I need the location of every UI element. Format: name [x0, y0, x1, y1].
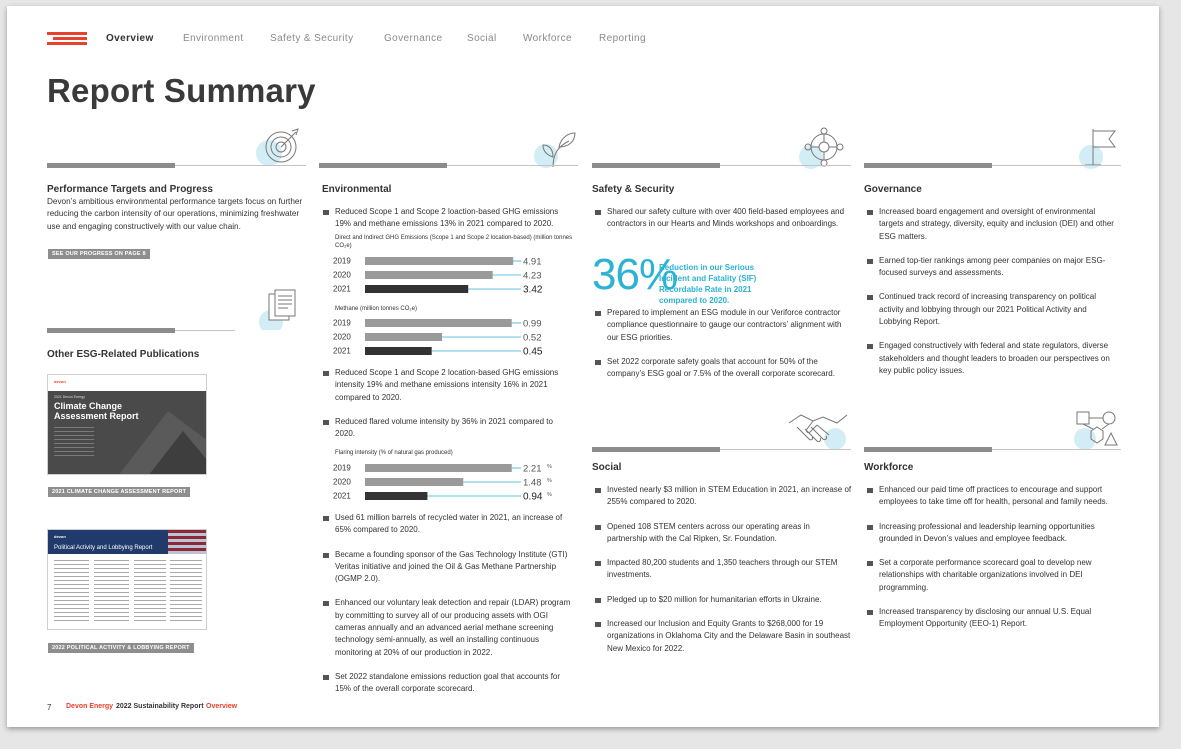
bar-category-label: 2020	[333, 270, 351, 280]
bar-category-label: 2020	[333, 477, 351, 487]
nav-overview[interactable]: Overview	[106, 33, 154, 44]
bar-value-label: 2.21	[523, 463, 542, 475]
env-bullet: Enhanced our voluntary leak detection and repair (LDAR) program by committing to survey all of our producing assets with OGI cameras annually and an advanced aerial methane screening technology semi-annually, as well an installing continuous monitoring at 20% of our production in 2022.	[322, 597, 577, 658]
section-rule	[592, 449, 851, 450]
env-bullet: Reduced Scope 1 and Scope 2 location-based GHG emissions intensity 19% and methane emissions intensity 16% in 2021 compared to 2020.	[322, 367, 572, 404]
bar	[365, 271, 493, 279]
bar-unit-label: %	[547, 492, 552, 498]
thumb-toc	[54, 427, 94, 457]
footer-report: 2022 Sustainability Report	[116, 703, 204, 710]
social-bullet: Increased our Inclusion and Equity Grants to $268,000 for 19 organizations in Oklahoma City and the Delaware Basin in southeast New Mexico for 2022.	[594, 618, 852, 655]
bar-category-label: 2019	[333, 318, 351, 328]
flaring-intensity-chart	[333, 461, 573, 507]
env-bullet: Reduced flared volume intensity by 36% in 2021 compared to 2020.	[322, 416, 572, 441]
safety-bullet: Set 2022 corporate safety goals that account for 50% of the company’s ESG goal or 7.5% of the overall corporate scorecard.	[594, 356, 852, 381]
bar-value-label: 0.52	[523, 332, 542, 344]
env-bullet: Set 2022 standalone emissions reduction goal that accounts for 15% of the overall corporate scorecard.	[322, 671, 577, 696]
workforce-bullet: Increasing professional and leadership learning opportunities grounded in Devon’s values and employee feedback.	[866, 521, 1121, 546]
social-bullet: Pledged up to $20 million for humanitarian efforts in Ukraine.	[594, 594, 852, 606]
handshake-icon	[787, 409, 849, 449]
workforce-bullet: Enhanced our paid time off practices to encourage and support employees to take time off for health, personal and family needs.	[866, 484, 1121, 509]
documents-icon	[255, 288, 303, 330]
footer-section[interactable]: Overview	[206, 703, 238, 710]
thumb-text	[54, 560, 89, 624]
see-progress-button[interactable]: SEE OUR PROGRESS ON PAGE 8	[48, 249, 150, 259]
thumb-text	[134, 560, 166, 624]
bar-category-label: 2021	[333, 284, 351, 294]
nav-governance[interactable]: Governance	[384, 33, 443, 44]
section-rule	[47, 165, 306, 166]
bar-value-label: 0.99	[523, 318, 542, 330]
flag-icon	[1075, 125, 1119, 169]
workforce-shapes-icon	[1069, 409, 1121, 449]
methane-chart	[333, 316, 573, 362]
chart-1-title: Direct and Indirect GHG Emissions (Scope 1 and Scope 2 location-based) (million tonnes CO₂e)	[335, 235, 573, 249]
nav-environment[interactable]: Environment	[183, 33, 244, 44]
bar-value-label: 1.48	[523, 477, 542, 489]
bar	[365, 464, 512, 472]
section-rule	[864, 165, 1121, 166]
bar-value-label: 4.91	[523, 256, 542, 268]
bar-value-label: 0.94	[523, 491, 543, 503]
safety-list-2	[594, 307, 852, 380]
perf-heading: Performance Targets and Progress	[47, 184, 213, 195]
gov-bullet: Increased board engagement and oversight of environmental targets and strategy, diversity, equity and inclusion (DEI) and other ESG matters.	[866, 206, 1121, 243]
gov-bullet: Earned top-tier rankings among peer companies on major ESG-focused surveys and assessments.	[866, 255, 1121, 280]
bar	[365, 285, 468, 293]
footer-brand: Devon Energy	[66, 703, 114, 710]
page-number: 7	[47, 703, 52, 712]
nav-safety-security[interactable]: Safety & Security	[270, 33, 354, 44]
workforce-bullet: Set a corporate performance scorecard goal to develop new relationships with charitable organizations involved in DEI programming.	[866, 557, 1121, 594]
social-bullet: Impacted 80,200 students and 1,350 teachers through our STEM investments.	[594, 557, 852, 582]
bar-unit-label: %	[547, 478, 552, 484]
env-heading: Environmental	[322, 184, 392, 195]
bar	[365, 492, 427, 500]
thumb-kicker: 2021 Devon Energy	[54, 395, 85, 399]
publications-heading: Other ESG-Related Publications	[47, 349, 200, 360]
page-title: Report Summary	[47, 72, 316, 109]
plant-icon	[529, 129, 577, 169]
gov-bullet: Continued track record of increasing transparency on political activity and lobbying through our 2021 Political Activity and Lobbying Report.	[866, 291, 1121, 328]
workforce-bullet: Increased transparency by disclosing our annual U.S. Equal Employment Opportunity (EEO-1) Report.	[866, 606, 1121, 631]
env-bullet: Used 61 million barrels of recycled water in 2021, an increase of 65% compared to 2020.	[322, 512, 577, 537]
gov-heading: Governance	[864, 184, 922, 195]
social-bullet: Opened 108 STEM centers across our operating areas in partnership with the Cal Ripken, Sr. Foundation.	[594, 521, 852, 546]
thumb-title: Climate Change Assessment Report	[54, 401, 139, 421]
safety-list-1	[594, 206, 852, 231]
ghg-emissions-chart	[333, 254, 573, 300]
social-heading: Social	[592, 462, 622, 473]
chart-3-title: Flaring intensity (% of natural gas produced)	[335, 450, 453, 456]
section-rule	[47, 330, 235, 331]
workforce-list	[866, 484, 1121, 631]
thumb-text	[170, 560, 202, 624]
safety-heading: Safety & Security	[592, 184, 675, 195]
chart-2-title: Methane (million tonnes CO₂e)	[335, 306, 418, 312]
bar-category-label: 2019	[333, 256, 351, 266]
bar-value-label: 3.42	[523, 284, 543, 296]
social-bullet: Invested nearly $3 million in STEM Education in 2021, an increase of 255% compared to 2020.	[594, 484, 852, 509]
sif-stat-text: Reduction in our Serious Incident and Fatality (SIF) Recordable Rate in 2021 compared to 2020.	[659, 263, 757, 305]
bar	[365, 319, 512, 327]
env-list-3	[322, 512, 577, 696]
bar	[365, 257, 513, 265]
thumb-brand: devon	[54, 534, 66, 539]
env-bullet: Reduced Scope 1 and Scope 2 loaction-based GHG emissions 19% and methane emissions 13% in 2021 compared to 2020.	[322, 206, 572, 231]
section-rule	[319, 165, 578, 166]
bar	[365, 478, 463, 486]
thumb-text	[94, 560, 129, 624]
safety-bullet: Prepared to implement an ESG module in our Veriforce contractor compliance questionnaire to gauge our contractors’ alignment with our ESG priorities.	[594, 307, 852, 344]
bar-category-label: 2021	[333, 346, 351, 356]
env-bullet: Became a founding sponsor of the Gas Technology Institute (GTI) Veritas initiative and joined the Oil & Gas Methane Partnership (OGMP 2.0).	[322, 549, 577, 586]
env-list-2	[322, 367, 572, 440]
gov-bullet: Engaged constructively with federal and state regulators, diverse stakeholders and thought leaders to broaden our perspectives on key public policy issues.	[866, 340, 1121, 377]
bar-value-label: 4.23	[523, 270, 542, 282]
climate-report-button[interactable]: 2021 CLIMATE CHANGE ASSESSMENT REPORT	[48, 487, 190, 497]
bar	[365, 333, 442, 341]
bar-category-label: 2020	[333, 332, 351, 342]
target-icon	[254, 127, 306, 167]
bar-category-label: 2021	[333, 491, 351, 501]
report-page	[7, 6, 1159, 727]
section-rule	[592, 165, 851, 166]
thumb-brand: devon	[54, 379, 66, 384]
nav-workforce[interactable]: Workforce	[523, 33, 572, 44]
safety-wheel-icon	[797, 125, 847, 169]
thumb-title: Political Activity and Lobbying Report	[54, 545, 153, 551]
social-list	[594, 484, 852, 655]
bar-unit-label: %	[547, 464, 552, 470]
bar-value-label: 0.45	[523, 346, 543, 358]
section-rule	[864, 449, 1121, 450]
climate-report-thumbnail[interactable]	[47, 374, 207, 475]
nav-reporting[interactable]: Reporting	[599, 33, 646, 44]
nav-social[interactable]: Social	[467, 33, 497, 44]
bar-category-label: 2019	[333, 463, 351, 473]
political-report-thumbnail[interactable]	[47, 529, 207, 630]
bar	[365, 347, 432, 355]
workforce-heading: Workforce	[864, 462, 914, 473]
devon-logo[interactable]	[47, 32, 87, 48]
perf-body: Devon’s ambitious environmental performance targets focus on further reducing the carbon intensity of our operations, minimizing freshwater use and engaging constructively with our value chain.	[47, 197, 303, 231]
gov-list	[866, 206, 1121, 377]
sif-stat-number: 36%	[592, 250, 678, 299]
env-list-1	[322, 206, 572, 231]
safety-bullet: Shared our safety culture with over 400 field-based employees and contractors in our Hearts and Minds workshops and onboardings.	[594, 206, 852, 231]
political-report-button[interactable]: 2022 POLITICAL ACTIVITY & LOBBYING REPORT	[48, 643, 194, 653]
